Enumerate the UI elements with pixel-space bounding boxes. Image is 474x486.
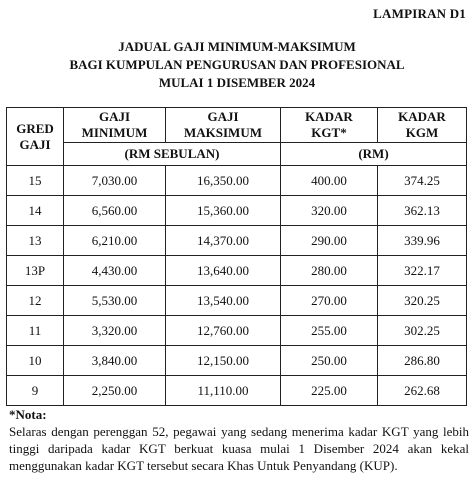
cell-gaji-min: 6,210.00 [64,226,166,256]
table-header [7,108,467,166]
table-row [7,196,467,226]
cell-kgt: 225.00 [281,376,378,406]
table-row [7,256,467,286]
cell-gaji-min: 3,840.00 [64,346,166,376]
nota-text: Selaras dengan perenggan 52, pegawai yang sedang menerima kadar KGT yang lebih tinggi daripada kadar KGT berkuat kuasa mulai 1 Disember 2024 akan kekal menggunakan kadar KGT tersebut secara Khas Untuk Penyandang (KUP). [9,424,469,473]
title-line-3: MULAI 1 DISEMBER 2024 [158,75,316,90]
cell-gred: 13P [7,256,64,286]
cell-gaji-min: 5,530.00 [64,286,166,316]
col-header-gaji-maksimum: GAJI MAKSIMUM [166,108,281,143]
nota-section [9,406,469,474]
cell-gred: 15 [7,166,64,196]
col-header-gaji-minimum: GAJI MINIMUM [64,108,166,143]
cell-gred: 11 [7,316,64,346]
cell-kgm: 286.80 [378,346,467,376]
cell-gred: 10 [7,346,64,376]
nota-title: *Nota: [9,407,47,422]
document-title [0,38,474,92]
cell-kgm: 320.25 [378,286,467,316]
table-body [7,166,467,406]
cell-gaji-min: 6,560.00 [64,196,166,226]
cell-gaji-max: 16,350.00 [166,166,281,196]
table-row [7,286,467,316]
cell-kgm: 362.13 [378,196,467,226]
cell-kgt: 255.00 [281,316,378,346]
cell-kgm: 302.25 [378,316,467,346]
cell-kgt: 400.00 [281,166,378,196]
table-row [7,166,467,196]
cell-kgm: 374.25 [378,166,467,196]
lampiran-label: LAMPIRAN D1 [373,6,466,21]
cell-gaji-max: 11,110.00 [166,376,281,406]
cell-gred: 14 [7,196,64,226]
col-header-kadar-kgm: KADAR KGM [378,108,467,143]
title-line-2: BAGI KUMPULAN PENGURUSAN DAN PROFESIONAL [69,57,405,72]
cell-gaji-min: 4,430.00 [64,256,166,286]
cell-gaji-max: 12,760.00 [166,316,281,346]
cell-gaji-min: 7,030.00 [64,166,166,196]
salary-table [6,107,467,406]
table-row [7,346,467,376]
cell-gred: 12 [7,286,64,316]
cell-gaji-max: 14,370.00 [166,226,281,256]
cell-gaji-max: 15,360.00 [166,196,281,226]
cell-gred: 13 [7,226,64,256]
cell-kgm: 339.96 [378,226,467,256]
table-row [7,316,467,346]
unit-header-kadar: (RM) [281,143,467,166]
cell-gaji-min: 3,320.00 [64,316,166,346]
col-header-kadar-kgt: KADAR KGT* [281,108,378,143]
cell-kgm: 262.68 [378,376,467,406]
cell-gaji-max: 13,540.00 [166,286,281,316]
cell-gaji-max: 12,150.00 [166,346,281,376]
cell-kgt: 250.00 [281,346,378,376]
table-row [7,376,467,406]
cell-gaji-min: 2,250.00 [64,376,166,406]
cell-gred: 9 [7,376,64,406]
table-row [7,226,467,256]
col-header-gred-gaji: GRED GAJI [7,108,64,166]
unit-header-gaji: (RM SEBULAN) [64,143,281,166]
cell-gaji-max: 13,640.00 [166,256,281,286]
cell-kgm: 322.17 [378,256,467,286]
cell-kgt: 320.00 [281,196,378,226]
cell-kgt: 280.00 [281,256,378,286]
cell-kgt: 270.00 [281,286,378,316]
title-line-1: JADUAL GAJI MINIMUM-MAKSIMUM [118,39,356,54]
cell-kgt: 290.00 [281,226,378,256]
